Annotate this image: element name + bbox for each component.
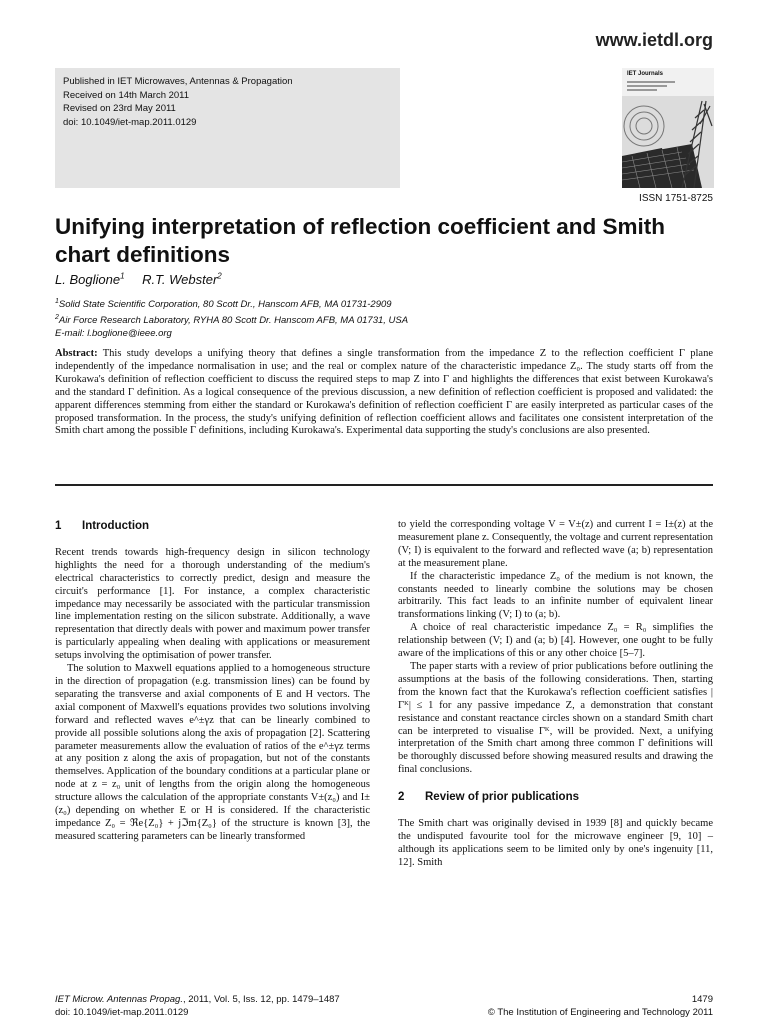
section-1-paragraph-2: The solution to Maxwell equations applied to a homogeneous structure in the direction of propagation (e.g. transmission lines) can be found by separating the transverse and axial components of E and H vectors. The axial component of Maxwell's equations provides two solutions involving forward and reflected waves e^±γz that can be linearly combined to provide all possible solutions along the axis of propagation [2]. Scattering parameter measurements allow the evaluation of ratios of the e^±γz terms at any position z along the axis of propagation, but not of the constants themselves. Application of the boundary conditions at a particular plane or node at z = z₀ unit of lengths from the origin along the homogeneous structure allows the calculation of the appropriate constants V±(z₀) and I±(z₀) depending on whether E or H is considered. If the characteristic impedance Z₀ = ℜe{Z₀} + jℑm{Z₀} of the structure is known [3], the measured scattering parameters can be linearly transformed <box>55 663 370 842</box>
section-1-paragraph-6: The paper starts with a review of prior publications before outlining the assumptions at the basis of the following considerations. Then, starting from the known fact that the Kurokawa's reflection coefficient satisfies |Γᴷ| ≤ 1 for any passive impedance Z, a demonstration that constant resistance and constant reactance circles shown on a standard Smith chart can be interpreted to visualise Γᴷ, will be provided. Next, a unifying interpretation of the Smith chart among three common Γ definitions will be thoroughly discussed before showing measured results and drawing the final conclusions. <box>398 660 713 776</box>
section-1-paragraph-5: A choice of real characteristic impedance Z₀ = R₀ simplifies the relationship between (V; I) and (a; b) [4]. However, one ought to be fully aware of the implications of this or any other choice [5–7]. <box>398 622 713 660</box>
author-list <box>55 272 236 287</box>
footer-journal: IET Microw. Antennas Propag. <box>55 994 183 1005</box>
abstract <box>55 348 713 438</box>
cover-antenna-illustration <box>622 96 714 188</box>
affiliation-2: $^2$Air Force Research Laboratory, RYHA 80 Scott Dr. Hanscom AFB, MA 01731, USA <box>55 314 409 327</box>
issn-label: ISSN 1751-8725 <box>639 193 713 204</box>
publication-journal: Published in IET Microwaves, Antennas & Propagation <box>63 76 293 87</box>
abstract-text: This study develops a unifying theory that defines a single transformation from the impedance Z to the reflection coefficient Γ plane independently of the impedance normalisation in use; and the real or complex nature of the characteristic impedance Z₀. The study starts off from the Kurokawa's definition of reflection coefficient to discuss the required steps to map Z into Γ and highlights the differences that exist between Kurokawa's and the standard Γ definition. As a logical consequence of the previous discussion, a new definition of reflection coefficient is proposed and validated: the apparent differences stemming from either the standard or Kurokawa's definition of reflection coefficient Γ are easily interpreted as particular cases of the proposed transformation. In the process, the study's unifying definition of reflection coefficient allows and facilitates one consistent interpretation of the Smith chart among the possible Γ definitions, including Kurokawa's. Experimental data supporting the study's conclusions are also presented. <box>55 348 714 437</box>
footer-volume: , 2011, Vol. 5, Iss. 12, pp. 1479–1487 <box>182 994 340 1005</box>
abstract-label: Abstract: <box>55 348 98 359</box>
author-2: R.T. Webster$^2$ <box>142 272 222 288</box>
site-url[interactable]: www.ietdl.org <box>595 30 713 50</box>
footer-doi[interactable]: doi: 10.1049/iet-map.2011.0129 <box>55 1007 189 1018</box>
right-column <box>398 519 713 870</box>
section-1-heading: 1 Introduction <box>55 520 150 532</box>
author-email[interactable]: E-mail: l.boglione@ieee.org <box>55 328 172 340</box>
author-1: L. Boglione$^1$ <box>55 272 125 288</box>
section-1-paragraph-3: to yield the corresponding voltage V = V±(z) and current I = I±(z) at the measurement plane z. Consequently, the voltage and current representation (V; I) is equivalent to the forward and reflected wave (a; b) representation at the measurement plane. <box>398 519 713 569</box>
footer-right <box>488 993 713 1019</box>
footer-citation <box>55 993 340 1019</box>
section-1-paragraph-4: If the characteristic impedance Z₀ of the medium is not known, the constants needed to linearly combine the solutions may be chosen arbitrarily. This fact leads to an infinite number of equivalent linear transformations linking (V; I) to (a; b). <box>398 570 713 621</box>
doi-line[interactable]: doi: 10.1049/iet-map.2011.0129 <box>63 116 197 128</box>
affiliations <box>55 295 408 340</box>
revised-date: Revised on 23rd May 2011 <box>63 103 176 114</box>
page-number: 1479 <box>691 994 713 1005</box>
affiliation-1: $^1$Solid State Scientific Corporation, 80 Scott Dr., Hanscom AFB, MA 01731-2909 <box>55 298 392 311</box>
journal-cover-image <box>622 68 714 188</box>
section-2-heading: 2 Review of prior publications <box>398 791 579 804</box>
section-2-paragraph-1: The Smith chart was originally devised in 1939 [8] and quickly became the undisputed favourite tool for the microwave engineer [9, 10] – although its applications seem to be limited only by one's ingenuity [11, 12]. Smith <box>398 818 713 868</box>
publication-info-box <box>55 68 400 188</box>
left-column <box>55 520 370 844</box>
cover-brand-logo: IET Journals <box>627 71 664 77</box>
paper-title: Unifying interpretation of reflection coefficient and Smith chart definitions <box>55 214 666 267</box>
abstract-divider <box>55 484 713 486</box>
section-1-paragraph-1: Recent trends towards high-frequency design in silicon technology highlights the need for a thorough understanding of the medium's electrical characteristics to correctly predict, design and measure the circuit's performance [1]. For instance, a complex characteristic impedance may necessarily be associated with the particular transmission line implementation resting on the silicon substrate. Additionally, a wave representation that directly deals with power and maximum power transfer is particularly appealing when dealing with applications or measurement setups involving the optimisation of power transfer. <box>55 546 370 662</box>
copyright: © The Institution of Engineering and Technology 2011 <box>487 1007 713 1018</box>
received-date: Received on 14th March 2011 <box>63 89 190 101</box>
cover-subtitle-lines <box>627 81 677 95</box>
